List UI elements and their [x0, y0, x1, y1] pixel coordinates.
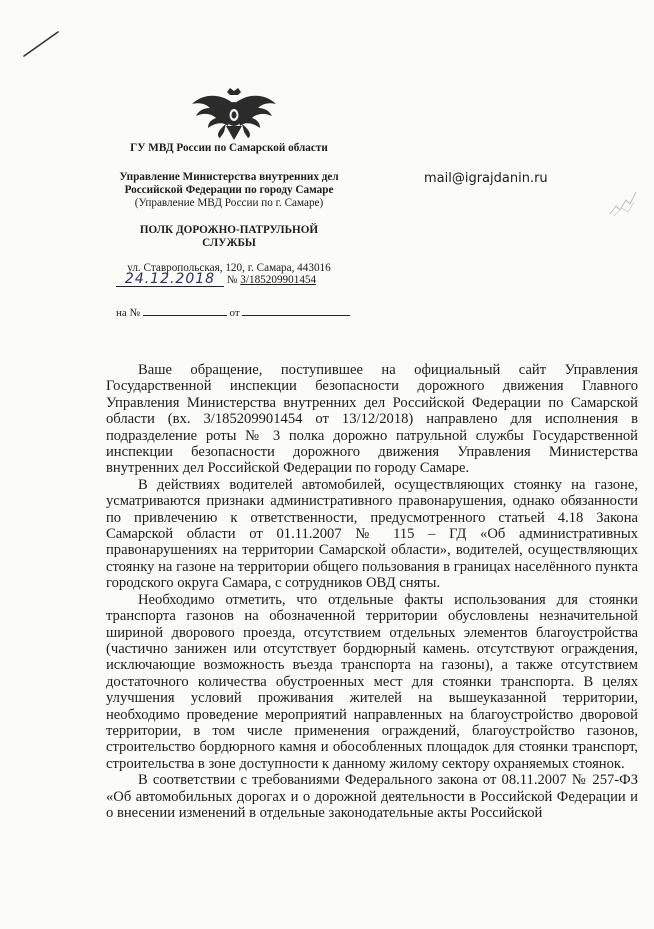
- pen-stroke-mark: [22, 30, 62, 58]
- letterhead: [104, 142, 354, 275]
- letter-body: [106, 362, 638, 821]
- document-number: 3/185209901454: [240, 274, 317, 286]
- body-paragraph-2: В действиях водителей автомобилей, осуществляющих стоянку на газоне, усматриваются признаки административного правонарушения, однако обязанности по привлечению к ответственности, предусмотренного статьей 4.18 Закона Самарской области от 01.11.2007 № 115 – ГД «Об административных правонарушениях на территории Самарской области», водителей, осуществляющих стоянку на газоне на территории общего пользования в границах населённого пункта городского округа Самара, с сотрудников ОВД сняты.: [106, 476, 638, 592]
- unit-name-line-1: ПОЛК ДОРОЖНО-ПАТРУЛЬНОЙ: [139, 224, 319, 236]
- ref-number-blank: [143, 305, 227, 316]
- faint-pencil-mark: [606, 186, 640, 220]
- body-paragraph-1: Ваше обращение, поступившее на официальный сайт Управления Государственной инспекции безопасности дорожного движения Главного Управления Министерства внутренних дел Российской Федерации по Самарской области (вх. 3/185209901454 от 13/12/2018) направлено для исполнения в подразделение роты № 3 полка дорожно патрульной службы Государственной инспекции безопасности дорожного движения Управления Министерства внутренних дел Российской Федерации по городу Самаре.: [106, 362, 638, 477]
- department-line-2: Российской Федерации по городу Самаре: [124, 184, 334, 196]
- address: ул. Ставропольская, 120, г. Самара, 443016: [127, 262, 331, 274]
- ref-from: от: [229, 307, 240, 319]
- body-paragraph-3: Необходимо отметить, что отдельные факты использования для стоянки транспорта газонов на обозначенной территории обусловлены незначительной шириной дворового проезда, отсутствием отдельных элементов благоустройства (частично занижен или отсутствует бордюрный камень. отсутствуют ограждения, исключающие возможность въезда транспорта на газоны), а также отсутствием достаточного количества обустроенных мест для стоянки транспорта. В целях улучшения условий проживания жителей на вышеуказанной территории, необходимо проведение мероприятий направленных на благоустройство дворовой территории, в том числе применения ограждений, благоустройство газонов, строительство бордюрного камня и обособленных площадок для стоянки транспорт, строительства в зоне доступности к данному жилому сектору охраняемых стоянок.: [106, 591, 638, 772]
- reference-line: [116, 305, 356, 320]
- unit-name-line-2: СЛУЖБЫ: [202, 237, 256, 249]
- ref-date-blank: [242, 305, 350, 316]
- department-line-1: Управление Министерства внутренних дел: [119, 171, 339, 183]
- department-short-name: (Управление МВД России по г. Самаре): [134, 197, 324, 209]
- handwritten-date: 24.12.2018: [116, 272, 224, 287]
- body-paragraph-4: В соответствии с требованиями Федерального закона от 08.11.2007 № 257-ФЗ «Об автомобильных дорогах и о дорожной деятельности в Российской Федерации и о внесении изменений в отдельные законодательные акты Российской: [106, 772, 638, 821]
- recipient-email: mail@igrajdanin.ru: [424, 171, 548, 186]
- number-prefix: №: [226, 274, 238, 286]
- organization-name: ГУ МВД России по Самарской области: [130, 142, 328, 154]
- mvd-eagle-emblem-icon: [190, 84, 278, 142]
- date-number-line: [116, 272, 356, 287]
- ref-prefix: на №: [116, 307, 141, 319]
